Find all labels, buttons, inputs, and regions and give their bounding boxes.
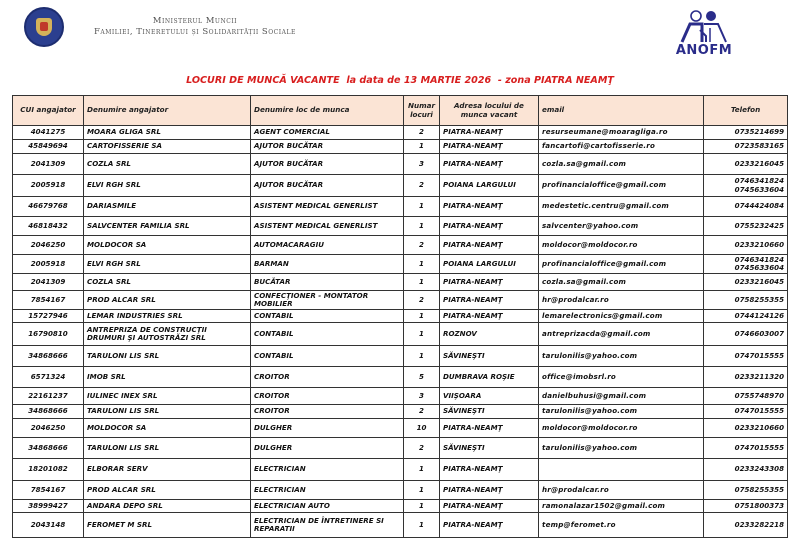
cell-count: 1 (404, 255, 440, 274)
cell-phone (704, 126, 788, 140)
cell-address: PIATRA-NEAMŢ (440, 291, 539, 310)
cell-employer: FEROMET M SRL (84, 513, 251, 538)
cell-address: PIATRA-NEAMŢ (440, 274, 539, 291)
cell-employer: COZLA SRL (84, 154, 251, 175)
cell-employer: IMOB SRL (84, 367, 251, 388)
cell-email[interactable]: tarulonilis@yahoo.com (539, 405, 704, 419)
cell-job: CONTABIL (251, 323, 404, 346)
cell-email[interactable]: salvcenter@yahoo.com (539, 217, 704, 236)
phone-primary: 0233210660 (734, 239, 784, 249)
cell-address: PIATRA-NEAMŢ (440, 197, 539, 217)
cell-job: ASISTENT MEDICAL GENERLIST (251, 197, 404, 217)
cell-phone (704, 405, 788, 419)
cell-job: ELECTRICIAN (251, 459, 404, 481)
cell-count: 1 (404, 513, 440, 538)
table-row (13, 388, 788, 405)
phone-primary: 0233210660 (734, 422, 784, 432)
page-title: LOCURI DE MUNCĂ VACANTE la data de 13 MARTIE 2026 - zona PIATRA NEAMŢ (186, 75, 614, 86)
cell-cui: 46679768 (13, 197, 84, 217)
cell-count: 1 (404, 346, 440, 367)
cell-count: 2 (404, 236, 440, 255)
cell-employer: TARULONI LIS SRL (84, 346, 251, 367)
cell-phone (704, 513, 788, 538)
cell-cui: 2046250 (13, 236, 84, 255)
table-row (13, 500, 788, 513)
table-header-row (13, 96, 788, 126)
cell-address: PIATRA-NEAMŢ (440, 154, 539, 175)
phone-primary: 0747015555 (734, 350, 784, 360)
cell-address: PIATRA-NEAMŢ (440, 126, 539, 140)
cell-cui: 15727946 (13, 310, 84, 323)
table-row (13, 217, 788, 236)
cell-count: 2 (404, 126, 440, 140)
cell-phone (704, 217, 788, 236)
cell-email[interactable]: fancartofi@cartofisserie.ro (539, 140, 704, 154)
cell-address: PIATRA-NEAMŢ (440, 459, 539, 481)
cell-email[interactable]: profinancialoffice@gmail.com (539, 175, 704, 197)
phone-secondary: 0745633604 (734, 184, 784, 194)
cell-employer: PROD ALCAR SRL (84, 481, 251, 500)
cell-phone (704, 140, 788, 154)
cell-cui: 22161237 (13, 388, 84, 405)
cell-phone (704, 388, 788, 405)
cell-job: CONFECŢIONER - MONTATOR MOBILIER (251, 291, 404, 310)
column-header-address: Adresa locului de munca vacant (440, 96, 539, 126)
phone-primary: 0735214699 (734, 127, 784, 137)
table-row (13, 367, 788, 388)
table-row (13, 274, 788, 291)
cell-employer: MOLDOCOR SA (84, 236, 251, 255)
cell-cui: 34868666 (13, 438, 84, 459)
table-row (13, 438, 788, 459)
ministry-name (94, 16, 296, 38)
column-header-cui: CUI angajator (13, 96, 84, 126)
cell-cui: 38999427 (13, 500, 84, 513)
phone-primary: 0233243308 (734, 464, 784, 474)
cell-cui: 46818432 (13, 217, 84, 236)
cell-count: 2 (404, 405, 440, 419)
cell-phone (704, 274, 788, 291)
cell-address: PIATRA-NEAMŢ (440, 419, 539, 438)
cell-job: CONTABIL (251, 346, 404, 367)
cell-email[interactable]: cozla.sa@gmail.com (539, 154, 704, 175)
cell-phone (704, 323, 788, 346)
cell-employer: IULINEC INEX SRL (84, 388, 251, 405)
cell-email[interactable]: office@imobsrl.ro (539, 367, 704, 388)
table-row (13, 419, 788, 438)
cell-count: 3 (404, 154, 440, 175)
cell-job: AJUTOR BUCĂTAR (251, 140, 404, 154)
cell-phone (704, 175, 788, 197)
cell-employer: MOARA GLIGA SRL (84, 126, 251, 140)
cell-phone (704, 481, 788, 500)
cell-email[interactable]: temp@feromet.ro (539, 513, 704, 538)
cell-cui: 34868666 (13, 405, 84, 419)
cell-count: 1 (404, 310, 440, 323)
cell-count: 2 (404, 291, 440, 310)
cell-cui: 2005918 (13, 255, 84, 274)
phone-primary: 0744124126 (734, 310, 784, 320)
logo-text: ANOFM (675, 43, 733, 58)
table-row (13, 236, 788, 255)
cell-phone (704, 236, 788, 255)
ministry-line1: Ministerul Muncii (152, 16, 238, 26)
cell-count: 1 (404, 197, 440, 217)
cell-job: ELECTRICIAN DE ÎNTRETINERE SI REPARATII (251, 513, 404, 538)
cell-address: PIATRA-NEAMŢ (440, 140, 539, 154)
cell-email[interactable]: tarulonilis@yahoo.com (539, 346, 704, 367)
cell-phone (704, 367, 788, 388)
cell-employer: ELVI RGH SRL (84, 255, 251, 274)
cell-address: PIATRA-NEAMŢ (440, 236, 539, 255)
cell-employer: LEMAR INDUSTRIES SRL (84, 310, 251, 323)
cell-phone (704, 438, 788, 459)
phone-primary: 0723583165 (734, 141, 784, 151)
cell-cui: 6571324 (13, 367, 84, 388)
cell-email[interactable]: tarulonilis@yahoo.com (539, 438, 704, 459)
column-header-email: email (539, 96, 704, 126)
cell-job: DULGHER (251, 438, 404, 459)
phone-primary: 0233216045 (734, 276, 784, 286)
cell-email[interactable]: lemarelectronics@gmail.com (539, 310, 704, 323)
cell-email[interactable]: resurseumane@moaragliga.ro (539, 126, 704, 140)
cell-phone (704, 419, 788, 438)
cell-phone (704, 346, 788, 367)
cell-address: SĂVINEŞTI (440, 438, 539, 459)
cell-email[interactable] (539, 459, 704, 481)
cell-phone (704, 459, 788, 481)
cell-job: BARMAN (251, 255, 404, 274)
table-row (13, 346, 788, 367)
phone-primary: 0755748970 (734, 390, 784, 400)
phone-primary: 0746341824 (734, 254, 784, 264)
cell-employer: ANDARA DEPO SRL (84, 500, 251, 513)
cell-job: ELECTRICIAN (251, 481, 404, 500)
phone-primary: 0746341824 (734, 176, 784, 185)
ministry-header (24, 10, 296, 44)
cell-count: 1 (404, 500, 440, 513)
phone-primary: 0751800373 (734, 500, 784, 510)
cell-job: DULGHER (251, 419, 404, 438)
cell-address: PIATRA-NEAMŢ (440, 500, 539, 513)
cell-job: BUCĂTAR (251, 274, 404, 291)
cell-phone (704, 310, 788, 323)
cell-employer: ELBORAR SERV (84, 459, 251, 481)
cell-cui: 7854167 (13, 481, 84, 500)
phone-secondary: 0745633604 (734, 263, 784, 272)
cell-job: AJUTOR BUCĂTAR (251, 154, 404, 175)
job-vacancies-table (12, 95, 788, 538)
cell-email[interactable]: danielbuhusi@gmail.com (539, 388, 704, 405)
phone-primary: 0747015555 (734, 406, 784, 416)
cell-email[interactable]: profinancialoffice@gmail.com (539, 255, 704, 274)
cell-email[interactable]: medestetic.centru@gmail.com (539, 197, 704, 217)
cell-job: AGENT COMERCIAL (251, 126, 404, 140)
cell-address: POIANA LARGULUI (440, 255, 539, 274)
cell-employer: CARTOFISSERIE SA (84, 140, 251, 154)
cell-address: PIATRA-NEAMŢ (440, 310, 539, 323)
cell-address: PIATRA-NEAMŢ (440, 513, 539, 538)
phone-primary: 0233216045 (734, 158, 784, 168)
table-row (13, 126, 788, 140)
cell-cui: 4041275 (13, 126, 84, 140)
cell-phone (704, 255, 788, 274)
cell-email[interactable]: hr@prodalcar.ro (539, 481, 704, 500)
column-header-job: Denumire loc de munca (251, 96, 404, 126)
cell-email[interactable]: antreprizacda@gmail.com (539, 323, 704, 346)
phone-primary: 0755232425 (734, 220, 784, 230)
cell-count: 1 (404, 274, 440, 291)
cell-phone (704, 500, 788, 513)
cell-employer: TARULONI LIS SRL (84, 438, 251, 459)
cell-job: CROITOR (251, 367, 404, 388)
cell-count: 1 (404, 459, 440, 481)
cell-count: 1 (404, 323, 440, 346)
cell-cui: 7854167 (13, 291, 84, 310)
cell-cui: 16790810 (13, 323, 84, 346)
cell-cui: 18201082 (13, 459, 84, 481)
cell-employer: DARIASMILE (84, 197, 251, 217)
cell-email[interactable]: ramonalazar1502@gmail.com (539, 500, 704, 513)
column-header-count: Numar locuri (404, 96, 440, 126)
cell-job: CONTABIL (251, 310, 404, 323)
cell-phone (704, 291, 788, 310)
column-header-employer: Denumire angajator (84, 96, 251, 126)
cell-employer: TARULONI LIS SRL (84, 405, 251, 419)
cell-count: 2 (404, 175, 440, 197)
phone-primary: 0747015555 (734, 442, 784, 452)
table-row (13, 175, 788, 197)
table-row (13, 291, 788, 310)
phone-primary: 0233282218 (734, 519, 784, 529)
cell-employer: MOLDOCOR SA (84, 419, 251, 438)
column-header-phone: Telefon (704, 96, 788, 126)
cell-email[interactable]: cozla.sa@gmail.com (539, 274, 704, 291)
cell-job: CROITOR (251, 388, 404, 405)
cell-job: ELECTRICIAN AUTO (251, 500, 404, 513)
cell-address: ROZNOV (440, 323, 539, 346)
cell-address: VIIŞOARA (440, 388, 539, 405)
cell-email[interactable]: moldocor@moldocor.ro (539, 236, 704, 255)
table-row (13, 154, 788, 175)
phone-primary: 0744424084 (734, 201, 784, 211)
cell-employer: PROD ALCAR SRL (84, 291, 251, 310)
table-row (13, 197, 788, 217)
phone-primary: 0746603007 (734, 328, 784, 338)
cell-phone (704, 197, 788, 217)
cell-count: 10 (404, 419, 440, 438)
cell-cui: 2041309 (13, 154, 84, 175)
table-row (13, 140, 788, 154)
cell-cui: 45849694 (13, 140, 84, 154)
table-row (13, 481, 788, 500)
cell-address: POIANA LARGULUI (440, 175, 539, 197)
cell-address: SĂVINEŞTI (440, 346, 539, 367)
cell-address: DUMBRAVA ROŞIE (440, 367, 539, 388)
cell-employer: ANTREPRIZA DE CONSTRUCŢII DRUMURI ŞI AUTOSTRĂZI SRL (84, 323, 251, 346)
cell-job: AUTOMACARAGIU (251, 236, 404, 255)
cell-count: 1 (404, 481, 440, 500)
cell-employer: ELVI RGH SRL (84, 175, 251, 197)
phone-primary: 0758255355 (734, 294, 784, 304)
cell-count: 5 (404, 367, 440, 388)
cell-email[interactable]: moldocor@moldocor.ro (539, 419, 704, 438)
table-row (13, 255, 788, 274)
cell-job: AJUTOR BUCĂTAR (251, 175, 404, 197)
cell-employer: COZLA SRL (84, 274, 251, 291)
cell-employer: SALVCENTER FAMILIA SRL (84, 217, 251, 236)
table-row (13, 513, 788, 538)
people-logo-icon (678, 10, 730, 44)
cell-address: PIATRA-NEAMŢ (440, 481, 539, 500)
cell-address: SĂVINEŞTI (440, 405, 539, 419)
phone-primary: 0758255355 (734, 484, 784, 494)
ministry-line2: Familiei, Tineretului și Solidarității Sociale (94, 27, 296, 37)
romania-government-crest-icon (24, 7, 64, 47)
cell-job: ASISTENT MEDICAL GENERLIST (251, 217, 404, 236)
cell-cui: 2043148 (13, 513, 84, 538)
cell-address: PIATRA-NEAMŢ (440, 217, 539, 236)
phone-primary: 0233211320 (734, 371, 784, 381)
cell-cui: 2041309 (13, 274, 84, 291)
table-row (13, 405, 788, 419)
table-row (13, 323, 788, 346)
anofm-logo (672, 10, 736, 58)
cell-count: 2 (404, 438, 440, 459)
table-row (13, 310, 788, 323)
cell-job: CROITOR (251, 405, 404, 419)
cell-phone (704, 154, 788, 175)
cell-cui: 34868666 (13, 346, 84, 367)
cell-count: 3 (404, 388, 440, 405)
cell-cui: 2005918 (13, 175, 84, 197)
table-row (13, 459, 788, 481)
cell-count: 1 (404, 140, 440, 154)
cell-email[interactable]: hr@prodalcar.ro (539, 291, 704, 310)
cell-cui: 2046250 (13, 419, 84, 438)
cell-count: 1 (404, 217, 440, 236)
